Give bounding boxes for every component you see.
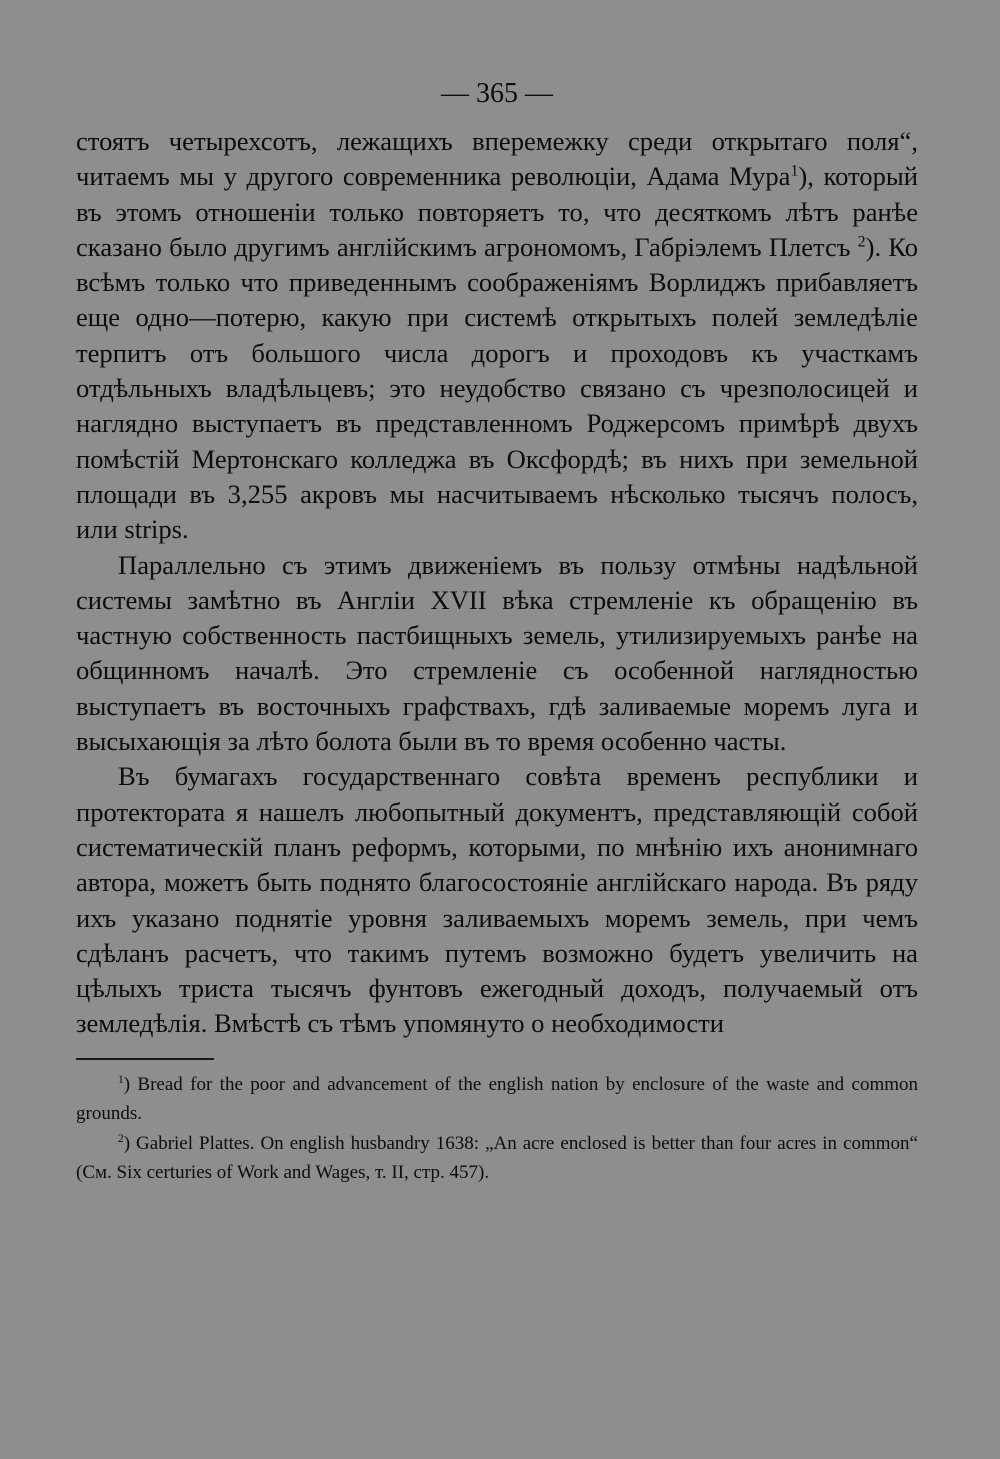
paragraph-1-text-a: стоятъ четырехсотъ, лежащихъ вперемежку среди открытаго поля“, читаемъ мы у другого современника революціи, Адама Мура <box>76 126 918 192</box>
footnote-1-text: ) Bread for the poor and advancement of the english nation by enclosure of the waste and common grounds. <box>76 1073 918 1125</box>
paragraph-1 <box>76 124 918 548</box>
paragraph-1-text-b: ), который въ этомъ отношеніи только повторяетъ то, что десяткомъ лѣтъ ранѣе сказано было другимъ англійскимъ агрономомъ, Габріэлемъ Плетсъ <box>76 161 918 262</box>
footnote-ref-2: 2 <box>857 233 866 251</box>
page-number: — 365 — <box>441 78 553 109</box>
paragraph-1-text-c: ). Ко всѣмъ только что приведеннымъ соображеніямъ Ворлиджъ прибавляетъ еще одно—потерю, какую при системѣ открытыхъ полей земледѣліе терпитъ отъ большого числа дорогъ и проходовъ къ участкамъ отдѣльныхъ владѣльцевъ; это неудобство связано съ чрезполосицей и наглядно выступаетъ въ представленномъ Роджерсомъ примѣрѣ двухъ помѣстій Мертонскаго колледжа въ Оксфордѣ; въ нихъ при земельной площади въ 3,255 акровъ мы насчитываемъ нѣсколько тысячъ полосъ, или strips. <box>76 231 918 545</box>
footnote-ref-1: 1 <box>790 162 799 180</box>
footnote-2-text: ) Gabriel Plattes. On english husbandry 1638: „An acre enclosed is better than four acres in common“ (См. Six certuries of Work and Wages, т. II, стр. 457). <box>76 1132 918 1184</box>
footnote-2 <box>76 1129 918 1188</box>
footnote-2-marker: 2 <box>118 1132 124 1145</box>
footnote-1 <box>76 1070 918 1129</box>
paragraph-2: Параллельно съ этимъ движеніемъ въ пользу отмѣны надѣльной системы замѣтно въ Англіи XVII вѣка стремленіе къ обращенію въ частную собственность пастбищныхъ земель, утилизируемыхъ ранѣе на общинномъ началѣ. Это стремленіе съ особенной наглядностью выступаетъ въ восточныхъ графствахъ, гдѣ заливаемые моремъ луга и высыхающія за лѣто болота были въ то время особенно часты. <box>76 549 918 757</box>
book-page <box>76 72 918 1188</box>
footnote-1-marker: 1 <box>118 1073 124 1086</box>
paragraph-3: Въ бумагахъ государственнаго совѣта временъ республики и протектората я нашелъ любопытный документъ, представляющій собой систематическій планъ реформъ, которыми, по мнѣнію ихъ анонимнаго автора, можетъ быть поднято благосостояніе англійскаго народа. Въ ряду ихъ указано поднятіе уровня заливаемыхъ моремъ земель, при чемъ сдѣланъ расчетъ, что такимъ путемъ возможно будетъ увеличить на цѣлыхъ триста тысячъ фунтовъ ежегодный доходъ, получаемый отъ земледѣлія. Вмѣстѣ съ тѣмъ упомянуто о необходимости <box>76 761 918 1039</box>
footnote-divider <box>76 1058 214 1060</box>
